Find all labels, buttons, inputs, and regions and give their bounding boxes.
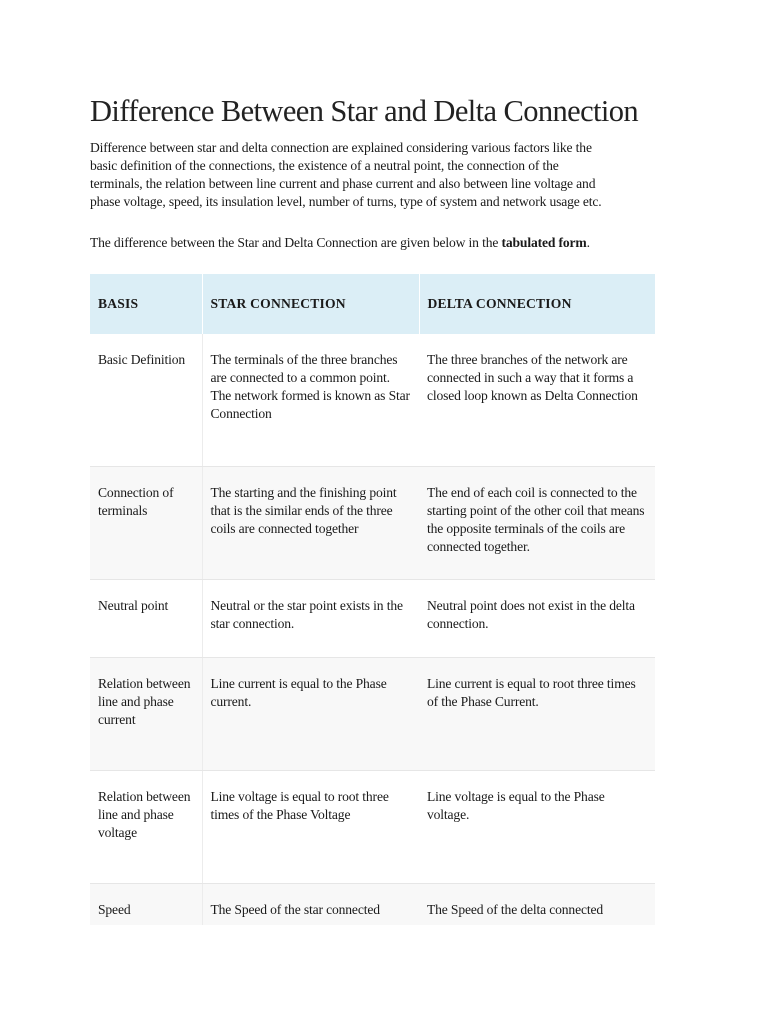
- table-row: [90, 334, 655, 466]
- cell-basis: Relation between line and phase voltage: [90, 770, 202, 883]
- header-delta-connection: DELTA CONNECTION: [419, 274, 655, 334]
- table-row: [90, 466, 655, 579]
- cell-delta: The Speed of the delta connected: [419, 883, 655, 925]
- header-star-connection: STAR CONNECTION: [202, 274, 419, 334]
- article: [90, 92, 680, 925]
- lead-end: .: [586, 235, 590, 250]
- cell-basis: Basic Definition: [90, 334, 202, 466]
- cell-delta: Line voltage is equal to the Phase voltage.: [419, 770, 655, 883]
- cell-delta: Line current is equal to root three times of the Phase Current.: [419, 657, 655, 770]
- cell-basis: Neutral point: [90, 579, 202, 657]
- cell-star: Line voltage is equal to root three times of the Phase Voltage: [202, 770, 419, 883]
- cell-star: The Speed of the star connected: [202, 883, 419, 925]
- intro-line: Difference between star and delta connection are explained considering various factors like the: [90, 140, 592, 155]
- table-header-row: [90, 274, 655, 334]
- table-row: [90, 770, 655, 883]
- cell-basis: Connection of terminals: [90, 466, 202, 579]
- cell-basis: Speed: [90, 883, 202, 925]
- cell-star: The terminals of the three branches are connected to a common point. The network formed is known as Star Connection: [202, 334, 419, 466]
- cell-delta: The end of each coil is connected to the starting point of the other coil that means the opposite terminals of the coils are connected together.: [419, 466, 655, 579]
- cell-basis: Relation between line and phase current: [90, 657, 202, 770]
- cell-delta: The three branches of the network are connected in such a way that it forms a closed loop known as Delta Connection: [419, 334, 655, 466]
- cell-star: The starting and the finishing point that is the similar ends of the three coils are connected together: [202, 466, 419, 579]
- lead-bold-text: tabulated form: [501, 235, 587, 250]
- intro-line: terminals, the relation between line current and phase current and also between line voltage and: [90, 176, 596, 191]
- intro-paragraph: [90, 139, 680, 211]
- cell-delta: Neutral point does not exist in the delta connection.: [419, 579, 655, 657]
- comparison-table: [90, 274, 655, 925]
- table-row: [90, 657, 655, 770]
- intro-line: phase voltage, speed, its insulation level, number of turns, type of system and network usage etc.: [90, 194, 602, 209]
- table-row: [90, 579, 655, 657]
- header-basis: BASIS: [90, 274, 202, 334]
- intro-line: basic definition of the connections, the existence of a neutral point, the connection of the: [90, 158, 559, 173]
- lead-paragraph: [90, 234, 680, 252]
- cell-star: Neutral or the star point exists in the star connection.: [202, 579, 419, 657]
- lead-text: The difference between the Star and Delta Connection are given below in the: [90, 235, 502, 250]
- cell-star: Line current is equal to the Phase current.: [202, 657, 419, 770]
- page-title: Difference Between Star and Delta Connection: [90, 94, 639, 128]
- table-row: [90, 883, 655, 925]
